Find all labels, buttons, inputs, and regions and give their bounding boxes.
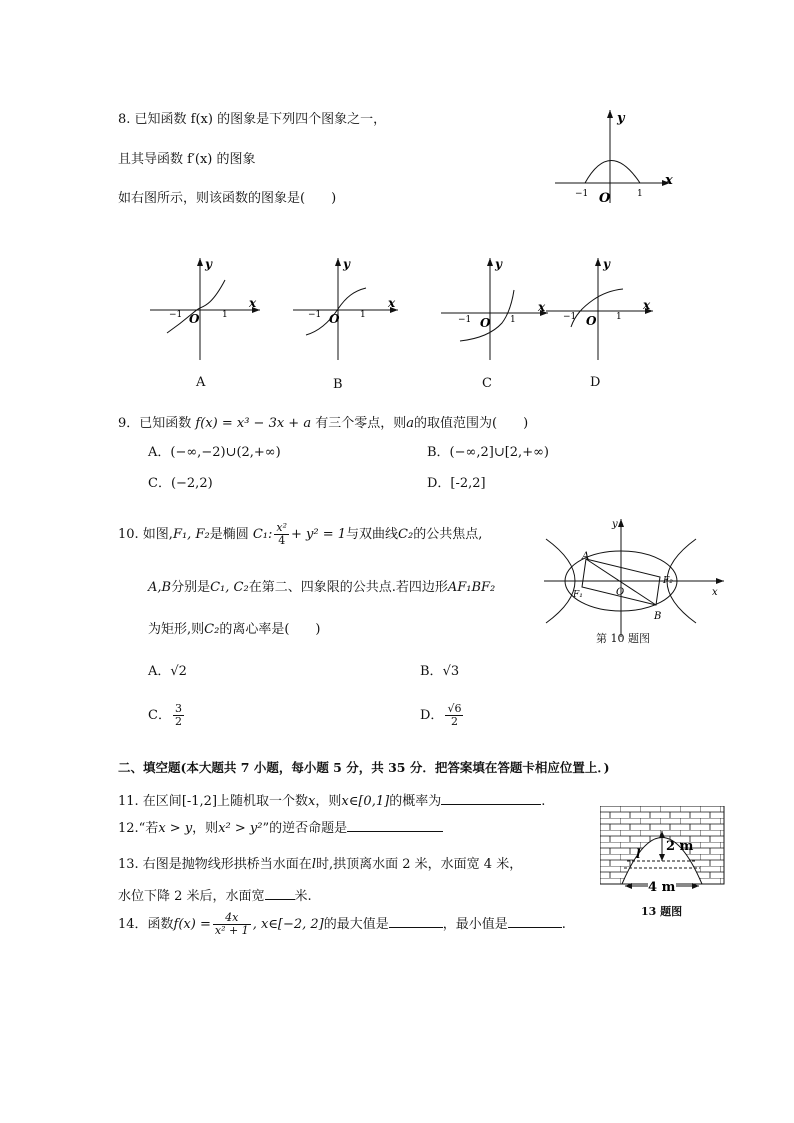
q8-line1: 8. 已知函数 f(x) 的图象是下列四个图象之一， — [118, 112, 387, 127]
q8-graph-a — [145, 255, 265, 365]
svg-text:1: 1 — [616, 312, 622, 322]
svg-text:x: x — [712, 587, 718, 598]
q9-formula: f(x) = x³ − 3x + a — [195, 416, 312, 431]
svg-text:x: x — [643, 298, 651, 312]
q10-line1: 10. 如图,F₁, F₂是椭圆 C₁: $\frac{\text{x²}}{4}$ + y² = 1与双曲线C₂的公共焦点, — [118, 521, 483, 547]
svg-text:4 m: 4 m — [648, 880, 676, 895]
svg-text:O: O — [586, 314, 597, 328]
svg-text:O: O — [616, 587, 625, 598]
q9-option-d: D．[-2,2] — [427, 476, 486, 491]
q8-graph-c — [438, 255, 553, 365]
one-label: 1 — [637, 189, 643, 199]
q8-choice-d: D — [590, 375, 601, 390]
q13-answer-blank[interactable] — [265, 887, 295, 900]
q8-choice-c: C — [482, 376, 492, 391]
svg-text:F₁: F₁ — [573, 590, 583, 600]
svg-text:y: y — [205, 257, 212, 271]
svg-text:2 m: 2 m — [666, 839, 694, 854]
q10-option-c: C． $\frac{3}{2}$ — [148, 702, 182, 728]
q13-line2: 水位下降 2 米后，水面宽 米. — [118, 889, 312, 904]
svg-text:−1: −1 — [563, 312, 577, 322]
svg-text:1: 1 — [222, 310, 228, 320]
q12: 12.“若x > y，则x² > y²”的逆否命题是 — [118, 817, 443, 836]
y-label: y — [617, 111, 625, 126]
q13-line1: 13. 右图是抛物线形拱桥当水面在l时,拱顶离水面 2 米，水面宽 4 米， — [118, 857, 523, 872]
q9-option-a: A．(−∞,−2)∪(2,+∞) — [148, 445, 281, 460]
svg-text:B: B — [654, 611, 662, 622]
svg-text:x: x — [388, 296, 396, 310]
derivative-curve — [585, 161, 640, 184]
section2-heading: 二、填空题(本大题共 7 小题，每小题 5 分，共 35 分．把答案填在答题卡相应位置上．) — [118, 760, 610, 775]
q8-choice-a: A — [196, 375, 206, 390]
q14: 14．函数f(x) = $\frac{4x}{\text{x² + 1}}$ , x∈[−2, 2]的最大值是 ，最小值是 . — [118, 911, 566, 937]
svg-text:−1: −1 — [458, 315, 472, 325]
svg-text:1: 1 — [510, 315, 516, 325]
q8-derivative-graph — [555, 108, 685, 208]
q9-stem: 9．已知函数 f(x) = x³ − 3x + a 有三个零点，则a的取值范围为( ) — [118, 416, 529, 431]
q13-bridge-figure — [600, 806, 725, 896]
q12-answer-blank[interactable] — [347, 819, 443, 832]
svg-text:y: y — [343, 257, 350, 271]
svg-text:F₂: F₂ — [663, 576, 673, 586]
q8-choice-b: B — [333, 377, 343, 392]
q14-min-blank[interactable] — [508, 915, 562, 928]
svg-text:O: O — [189, 312, 200, 326]
svg-text:y: y — [612, 519, 618, 530]
q9-option-c: C．(−2,2) — [148, 476, 213, 491]
q10-figure-caption: 第 10 题图 — [596, 632, 650, 645]
q10-option-a: A．√2 — [148, 664, 187, 679]
svg-text:y: y — [495, 257, 502, 271]
q10-line2: A,B分别是C₁, C₂在第二、四象限的公共点.若四边形AF₁BF₂ — [148, 580, 496, 595]
origin-label: O — [599, 191, 611, 206]
q8-graph-d — [543, 255, 658, 365]
svg-text:x: x — [249, 296, 257, 310]
q13-figure-caption: 13 题图 — [641, 905, 683, 918]
y-arrow — [607, 110, 613, 118]
q11-answer-blank[interactable] — [441, 792, 541, 805]
svg-text:O: O — [480, 316, 491, 330]
svg-text:A: A — [582, 551, 590, 562]
q11: 11. 在区间[-1,2]上随机取一个数x，则x∈[0,1]的概率为 . — [118, 794, 546, 809]
svg-text:O: O — [329, 312, 340, 326]
svg-text:y: y — [603, 257, 610, 271]
svg-text:l: l — [636, 847, 641, 861]
q9-option-b: B．(−∞,2]∪[2,+∞) — [427, 445, 549, 460]
q10-option-b: B．√3 — [420, 664, 460, 679]
q10-line3: 为矩形,则C₂的离心率是( ) — [148, 622, 321, 637]
x-label: x — [665, 173, 673, 188]
svg-text:−1: −1 — [169, 310, 183, 320]
q8-line2: 且其导函数 f′(x) 的图象 — [118, 152, 256, 167]
svg-text:−1: −1 — [308, 310, 322, 320]
svg-text:x: x — [538, 300, 546, 314]
neg-one-label: −1 — [575, 189, 589, 199]
q10-option-d: D． $\frac{√6}{2}$ — [420, 702, 462, 728]
q14-max-blank[interactable] — [389, 915, 443, 928]
q8-line3: 如右图所示，则该函数的图象是( ) — [118, 191, 337, 206]
q8-graph-b — [288, 255, 408, 365]
svg-text:1: 1 — [360, 310, 366, 320]
